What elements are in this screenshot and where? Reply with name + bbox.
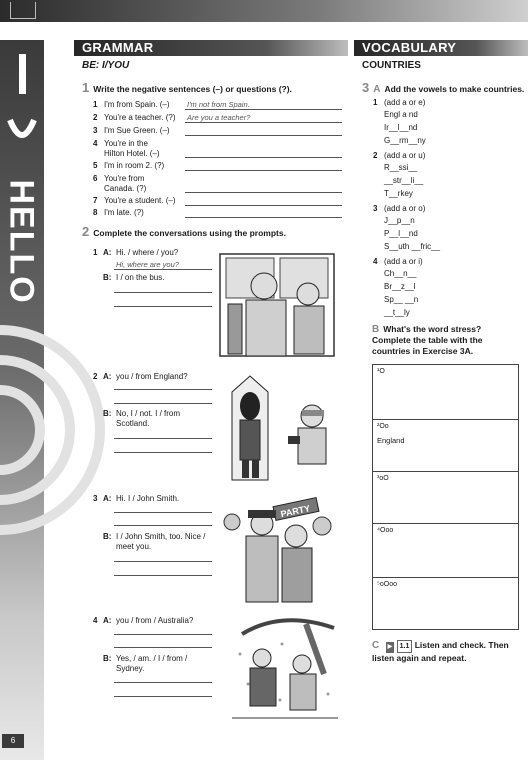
stress-row[interactable] (373, 523, 518, 578)
vocab-group-label: (add a or i) (384, 257, 423, 266)
conv-number: 2 (93, 372, 98, 381)
conv-prompt: Hi. / where / you? (116, 248, 179, 257)
speaker-b: B: (103, 273, 112, 282)
ex1-item-number: 4 (93, 139, 98, 148)
ex2-instruction: 2 Complete the conversations using the prompts. (82, 224, 286, 239)
stress-pattern: ³oO (377, 475, 389, 482)
vocab-group-number: 3 (373, 204, 378, 213)
ex1-item-text: I'm from Spain. (–) (104, 100, 170, 109)
ex1-item-text: I'm late. (?) (104, 208, 144, 217)
answer-line[interactable] (114, 438, 212, 439)
guard-illustration (226, 372, 338, 482)
audio-track[interactable]: 1.1 (397, 640, 413, 653)
vocab-group-number: 1 (373, 98, 378, 107)
smiley-icon (6, 50, 38, 160)
grammar-subtitle: BE: I/YOU (82, 60, 130, 71)
answer-line[interactable] (114, 512, 212, 513)
ex1-item-number: 5 (93, 161, 98, 170)
decorative-circles (0, 300, 120, 560)
party-illustration (222, 496, 338, 604)
speaker-a: A: (103, 248, 112, 257)
answer-line[interactable] (185, 217, 342, 218)
stress-pattern: ⁵oOoo (377, 581, 398, 588)
ex1-item-text: You're a student. (–) (104, 196, 176, 205)
ex1-item-number: 6 (93, 174, 98, 183)
ex1-item-number: 1 (93, 100, 98, 109)
top-bar (0, 0, 528, 22)
ex3b-instruction: B What's the word stress? Complete the table with the countries in Exercise 3A. (372, 324, 483, 356)
stress-row[interactable] (373, 419, 518, 472)
ex1-item-text: You're in the (104, 139, 148, 148)
ex1-item-text: I'm in room 2. (?) (104, 161, 165, 170)
answer-line[interactable] (185, 192, 342, 193)
answer-line[interactable] (185, 170, 342, 171)
vocab-group-label: (add a or u) (384, 151, 426, 160)
ex3a-instruction: 3 A Add the vowels to make countries. (362, 80, 525, 95)
bus-illustration (218, 252, 336, 358)
vocabulary-header: VOCABULARY (354, 40, 528, 56)
vocab-word[interactable]: __t__ly (384, 308, 410, 317)
vocab-word[interactable]: J__p__n (384, 216, 415, 225)
ex1-item-number: 7 (93, 196, 98, 205)
vocab-word[interactable]: R__ssi__ (384, 163, 418, 172)
answer-line[interactable] (114, 525, 212, 526)
vocabulary-subtitle: COUNTRIES (362, 60, 421, 71)
ex1-item-number: 2 (93, 113, 98, 122)
conv-number: 3 (93, 494, 98, 503)
conv-prompt: I / on the bus. (116, 273, 165, 282)
answer-line[interactable] (114, 575, 212, 576)
answer-line[interactable] (185, 122, 342, 123)
page-number: 6 (2, 734, 24, 748)
audio-icon[interactable]: ▶ (386, 642, 395, 653)
ex1-item-answer: I'm not from Spain. (187, 100, 250, 109)
ex1-item-number: 3 (93, 126, 98, 135)
answer-line[interactable] (114, 269, 212, 270)
vocab-word[interactable]: Ir__l__nd (384, 123, 418, 132)
party-sign-text: PARTY (279, 503, 311, 520)
conv-number: 1 (93, 248, 98, 257)
answer-line[interactable] (114, 634, 212, 635)
ex1-item-text: You're from (104, 174, 145, 183)
vocab-word[interactable]: S__uth __fric__ (384, 242, 441, 251)
speaker-a: A: (103, 494, 112, 503)
speaker-b: B: (103, 409, 112, 418)
conv-prompt-cont: Sydney. (116, 664, 145, 673)
conv-prompt-cont: meet you. (116, 542, 152, 551)
airport-snow-illustration (232, 614, 338, 722)
conv-prompt-cont: Scotland. (116, 419, 150, 428)
vocab-word[interactable]: G__rm__ny (384, 136, 426, 145)
speaker-b: B: (103, 532, 112, 541)
vocab-word[interactable]: Engl a nd (384, 110, 418, 119)
answer-line[interactable] (114, 682, 212, 683)
conv-prompt: you / from / Australia? (116, 616, 194, 625)
vocab-group-label: (add a or o) (384, 204, 426, 213)
corner-mark (10, 2, 36, 19)
conv-prompt: I / John Smith, too. Nice / (116, 532, 206, 541)
conv-prompt: Yes, / am. / I / from / (116, 654, 188, 663)
vocab-word[interactable]: P__l__nd (384, 229, 418, 238)
ex1-item-answer: Are you a teacher? (187, 113, 251, 122)
vocab-group-number: 2 (373, 151, 378, 160)
unit-title: HELLO (2, 179, 41, 305)
vocab-word[interactable]: Ch__n__ (384, 269, 417, 278)
vocab-word[interactable]: T__rkey (384, 189, 413, 198)
answer-line[interactable] (185, 205, 342, 206)
answer-line[interactable] (185, 135, 342, 136)
answer-line[interactable] (114, 452, 212, 453)
conv-prompt: you / from England? (116, 372, 188, 381)
conv-prompt: Hi. I / John Smith. (116, 494, 180, 503)
stress-row[interactable] (373, 471, 518, 524)
ex1-item-text-cont: Hilton Hotel. (–) (104, 149, 160, 158)
vocab-word[interactable]: __str__li__ (384, 176, 424, 185)
conv-answer: Hi, where are you? (116, 260, 179, 269)
stress-table (372, 364, 519, 630)
conv-number: 4 (93, 616, 98, 625)
vocab-word[interactable]: Br__z__l (384, 282, 416, 291)
ex1-item-text: You're a teacher. (?) (104, 113, 176, 122)
answer-line[interactable] (114, 403, 212, 404)
ex1-instruction: 1 Write the negative sentences (–) or questions (?). (82, 80, 292, 95)
stress-word: England (377, 436, 405, 445)
answer-line[interactable] (185, 157, 342, 158)
stress-row[interactable] (373, 577, 518, 629)
answer-line[interactable] (114, 696, 212, 697)
speaker-a: A: (103, 372, 112, 381)
speaker-a: A: (103, 616, 112, 625)
answer-line[interactable] (114, 292, 212, 293)
ex1-item-number: 8 (93, 208, 98, 217)
answer-line[interactable] (114, 389, 212, 390)
conv-prompt: No, I / not. I / from (116, 409, 181, 418)
stress-pattern: ¹O (377, 368, 385, 375)
grammar-header: GRAMMAR (74, 40, 348, 56)
vocab-word[interactable]: Sp__ __n (384, 295, 419, 304)
stress-pattern: ⁴Ooo (377, 527, 394, 534)
answer-line[interactable] (114, 561, 212, 562)
stress-pattern: ²Oo (377, 423, 389, 430)
answer-line[interactable] (114, 647, 212, 648)
vocab-group-label: (add a or e) (384, 98, 426, 107)
speaker-b: B: (103, 654, 112, 663)
vocab-group-number: 4 (373, 257, 378, 266)
stress-row[interactable] (373, 365, 518, 419)
ex3c-instruction: C ▶ 1.1 Listen and check. Then listen again and repeat. (372, 640, 509, 663)
ex1-item-text-cont: Canada. (?) (104, 184, 147, 193)
ex1-item-text: I'm Sue Green. (–) (104, 126, 170, 135)
answer-line[interactable] (114, 306, 212, 307)
answer-line[interactable] (185, 109, 342, 110)
